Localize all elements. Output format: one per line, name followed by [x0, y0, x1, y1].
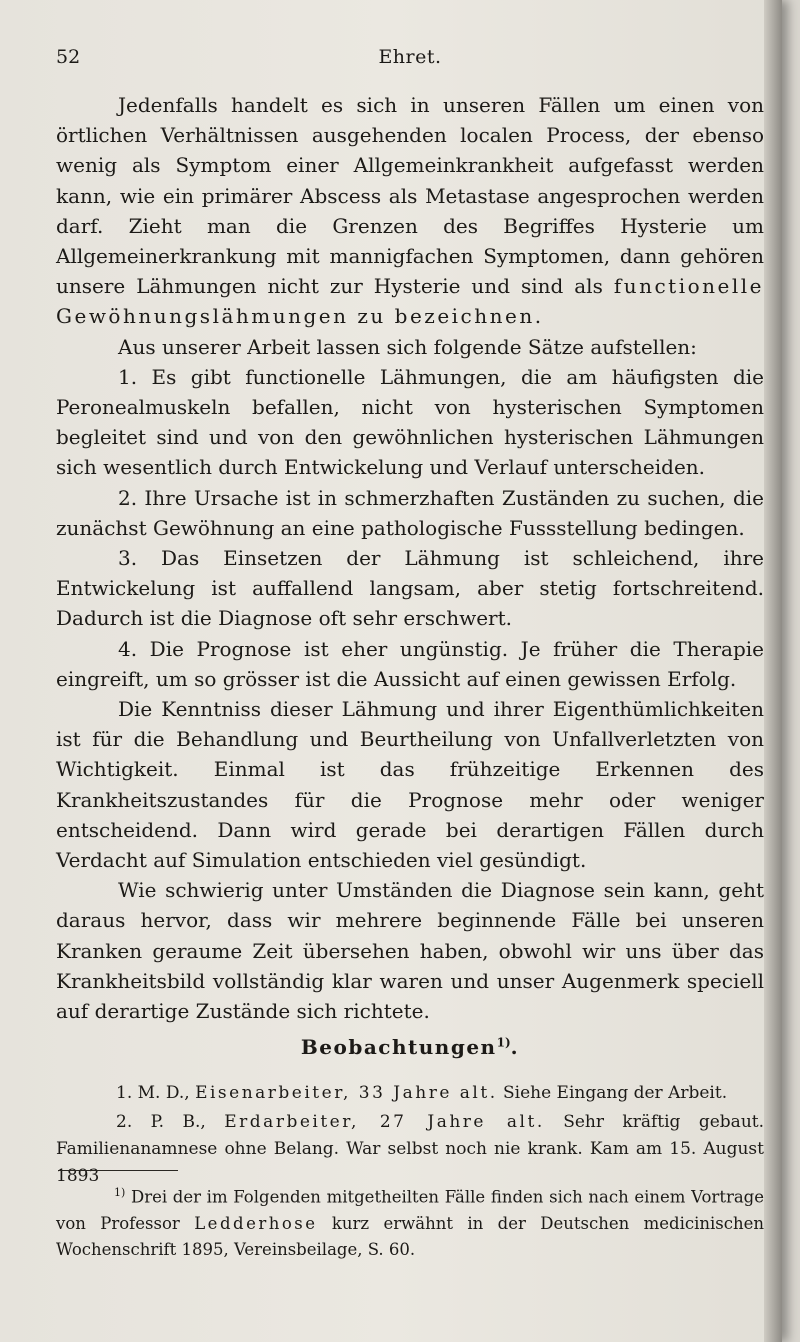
paragraph: Wie schwierig unter Umständen die Diagnose sein kann, geht daraus hervor, dass wir mehrere beginnende Fälle bei unseren Kranken geraume Zeit übersehen haben, obwohl wir uns über das Krankheitsbild vollständig klar waren und unser Augenmerk speciell auf derartige Zustände sich richtete.: [56, 878, 764, 1024]
section-title: Beobachtungen: [300, 1035, 497, 1059]
page-edge-shadow: [764, 0, 782, 1342]
entry-text: Sehr kräftig gebaut. Familienanamnese ohne Belang. War selbst noch nie krank. Kam am 15. August 1893: [56, 1112, 765, 1186]
page-header: [56, 46, 764, 76]
page-number: 52: [56, 46, 81, 68]
emphasis-spaced: functionelle Gewöhnungslähmungen zu bezeichnen.: [56, 274, 764, 329]
paragraph: 1. Es gibt functionelle Lähmungen, die am häufigsten die Peronealmuskeln befallen, nicht von hysterischen Symptomen begleitet sind und von den gewöhnlichen hysterischen Lähmungen sich wesentlich durch Entwickelung und Verlauf unterscheiden.: [56, 364, 764, 480]
entry-spaced: Eisenarbeiter, 33 Jahre alt.: [195, 1083, 498, 1103]
paragraph: [56, 90, 764, 332]
paragraph: 2. Ihre Ursache ist in schmerzhaften Zuständen zu suchen, die zunächst Gewöhnung an eine pathologische Fussstellung bedingen.: [56, 485, 764, 540]
paragraph: Die Kenntniss dieser Lähmung und ihrer Eigenthümlichkeiten ist für die Behandlung und Beurtheilung von Unfallverletzten von Wichtigkeit. Einmal ist das frühzeitige Erkennen des Krankheitszustandes für die Prognose mehr oder weniger entscheidend. Dann wird gerade bei derartigen Fällen durch Verdacht auf Simulation entschieden viel gesündigt.: [56, 697, 764, 873]
observation-entry: [56, 1109, 764, 1190]
footnote-reference: 1): [496, 1035, 511, 1050]
footnote-paragraph: [56, 1180, 764, 1263]
body-text: [56, 90, 764, 1026]
entry-lead: 1. M. D.,: [116, 1083, 190, 1103]
footnote-text: kurz erwähnt in der Deutschen medicinischen Wochenschrift 1895, Vereinsbeilage, S. 60.: [56, 1213, 765, 1259]
observations: [56, 1080, 764, 1192]
observation-entry: [56, 1080, 764, 1107]
entry-lead: 2. P. B.,: [116, 1112, 206, 1132]
paragraph: Aus unserer Arbeit lassen sich folgende Sätze aufstellen:: [118, 334, 697, 359]
footnote-marker: 1): [114, 1186, 126, 1199]
entry-text: Siehe Eingang der Arbeit.: [503, 1083, 728, 1103]
section-heading: [56, 1035, 764, 1059]
footnote: [56, 1180, 764, 1263]
footnote-rule: [58, 1170, 178, 1171]
running-head: Ehret.: [378, 46, 442, 68]
footnote-text: Drei der im Folgenden mitgetheilten Fälle finden sich nach einem Vortrage von Professor: [56, 1187, 765, 1233]
paragraph: 4. Die Prognose ist eher ungünstig. Je früher die Therapie eingreift, um so grösser ist die Aussicht auf einen gewissen Erfolg.: [56, 636, 764, 691]
footnote-name: Ledderhose: [194, 1213, 318, 1233]
paragraph: 3. Das Einsetzen der Lähmung ist schleichend, ihre Entwickelung ist auffallend langsam, aber stetig fortschreitend. Dadurch ist die Diagnose oft sehr erschwert.: [56, 546, 764, 631]
paragraph-text: Jedenfalls handelt es sich in unseren Fällen um einen von örtlichen Verhältnissen ausgehenden localen Process, der ebenso wenig als Symptom einer Allgemeinkrankheit aufgefasst werden kann, wie ein primärer Abscess als Metastase angesprochen werden darf. Zieht man die Grenzen des Begriffes Hysterie um Allgemeinerkrankung mit mannigfachen Symptomen, dann gehören unsere Lähmungen nicht zur Hysterie und sind als: [56, 93, 764, 299]
entry-spaced: Erdarbeiter, 27 Jahre alt.: [224, 1112, 545, 1132]
section-title-end: .: [510, 1035, 520, 1059]
